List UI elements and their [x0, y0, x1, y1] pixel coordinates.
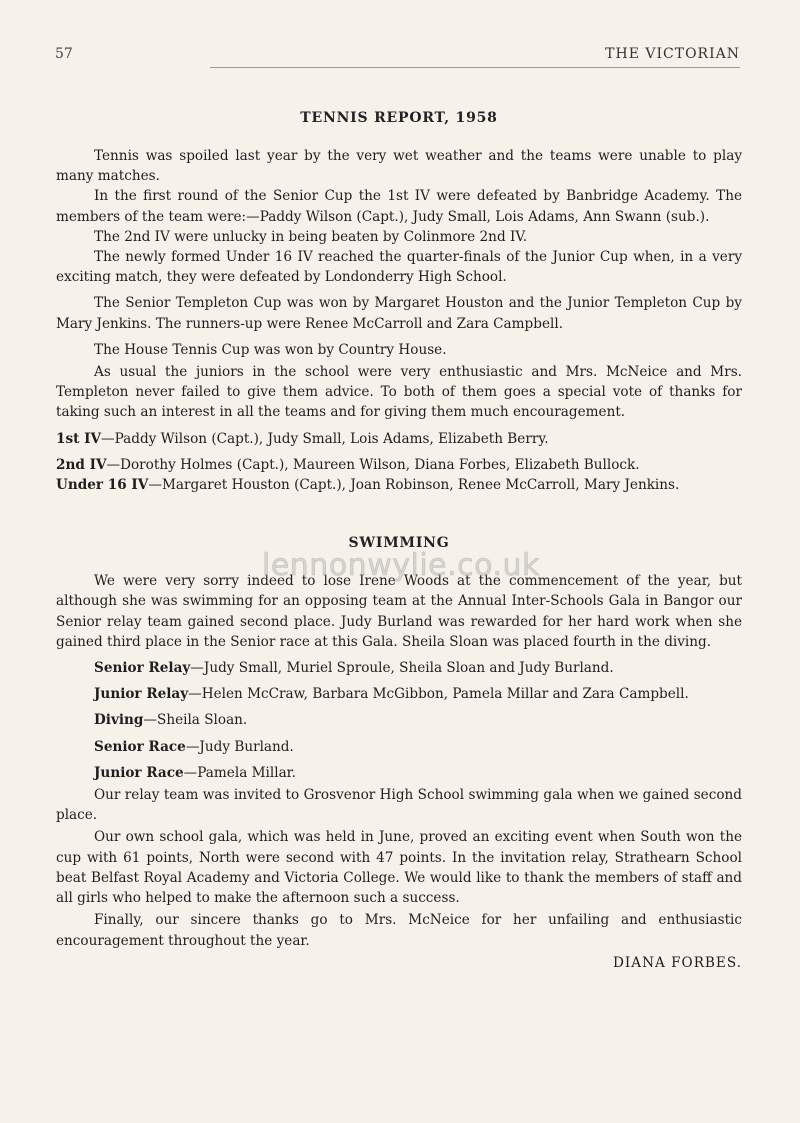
- result-label: Diving: [94, 712, 144, 729]
- team-members: —Dorothy Holmes (Capt.), Maureen Wilson, Diana Forbes, Elizabeth Bullock.: [106, 456, 640, 473]
- article-body: [56, 110, 742, 973]
- result-line: [56, 710, 742, 730]
- result-line: [56, 737, 742, 757]
- team-members: —Paddy Wilson (Capt.), Judy Small, Lois Adams, Elizabeth Berry.: [101, 430, 549, 447]
- tennis-paragraph: As usual the juniors in the school were very enthusiastic and Mrs. McNeice and Mrs. Templeton never failed to give them advice. To both of them goes a special vote of thanks for taking such an interest in all the teams and for giving them much encouragement.: [56, 364, 742, 421]
- tennis-heading: TENNIS REPORT, 1958: [300, 110, 498, 126]
- watermark: lennonwylie.co.uk: [262, 548, 540, 583]
- result-text: —Judy Small, Muriel Sproule, Sheila Sloan and Judy Burland.: [190, 660, 614, 677]
- author-signature: DIANA FORBES.: [613, 954, 742, 971]
- page-number: 57: [55, 46, 73, 62]
- tennis-paragraph: The 2nd IV were unlucky in being beaten by Colinmore 2nd IV.: [94, 228, 528, 245]
- tennis-paragraph: The Senior Templeton Cup was won by Margaret Houston and the Junior Templeton Cup by Mary Jenkins. The runners-up were Renee McCarroll and Zara Campbell.: [56, 295, 742, 332]
- result-line: [56, 684, 742, 704]
- result-line: [56, 658, 742, 678]
- team-line: [56, 429, 742, 449]
- header-rule: [210, 67, 740, 68]
- team-line: [56, 455, 742, 475]
- team-line: [56, 475, 742, 495]
- team-label: Under 16 IV: [56, 477, 149, 494]
- tennis-paragraph: In the first round of the Senior Cup the 1st IV were defeated by Banbridge Academy. The members of the team were:—Paddy Wilson (Capt.), Judy Small, Lois Adams, Ann Swann (sub.).: [56, 188, 742, 225]
- page-header: [55, 46, 740, 68]
- tennis-paragraph: The House Tennis Cup was won by Country House.: [94, 341, 447, 358]
- result-text: —Judy Burland.: [185, 738, 294, 755]
- swimming-heading: SWIMMING: [348, 535, 450, 552]
- result-line: [56, 763, 742, 783]
- team-label: 2nd IV: [56, 456, 107, 473]
- swimming-paragraph: Our own school gala, which was held in June, proved an exciting event when South won the cup with 61 points, North were second with 47 points. In the invitation relay, Strathearn School beat Belfast Royal Academy and Victoria College. We would like to thank the members of staff and all girls who helped to make the afternoon such a success.: [56, 829, 742, 907]
- publication-title: THE VICTORIAN: [605, 46, 740, 62]
- result-label: Senior Relay: [94, 660, 191, 677]
- swimming-paragraph: Our relay team was invited to Grosvenor High School swimming gala when we gained second place.: [56, 787, 742, 824]
- team-members: —Margaret Houston (Capt.), Joan Robinson, Renee McCarroll, Mary Jenkins.: [148, 477, 680, 494]
- result-label: Junior Relay: [94, 686, 189, 703]
- swimming-paragraph: We were very sorry indeed to lose Irene Woods at the commencement of the year, but although she was swimming for an opposing team at the Annual Inter-Schools Gala in Bangor our Senior relay team gained second place. Judy Burland was rewarded for her hard work when she gained third place in the Senior race at this Gala. Sheila Sloan was placed fourth in the diving.: [56, 573, 742, 650]
- swimming-paragraph: Finally, our sincere thanks go to Mrs. McNeice for her unfailing and enthusiastic encouragement throughout the year.: [56, 912, 742, 949]
- tennis-paragraph: Tennis was spoiled last year by the very wet weather and the teams were unable to play many matches.: [56, 148, 742, 185]
- tennis-paragraph: The newly formed Under 16 IV reached the quarter-finals of the Junior Cup when, in a very exciting match, they were defeated by Londonderry High School.: [56, 249, 742, 286]
- result-text: —Sheila Sloan.: [143, 712, 248, 729]
- result-text: —Pamela Millar.: [183, 764, 297, 781]
- result-text: —Helen McCraw, Barbara McGibbon, Pamela Millar and Zara Campbell.: [188, 686, 689, 703]
- result-label: Junior Race: [94, 764, 184, 781]
- result-label: Senior Race: [94, 738, 186, 755]
- team-label: 1st IV: [56, 430, 102, 447]
